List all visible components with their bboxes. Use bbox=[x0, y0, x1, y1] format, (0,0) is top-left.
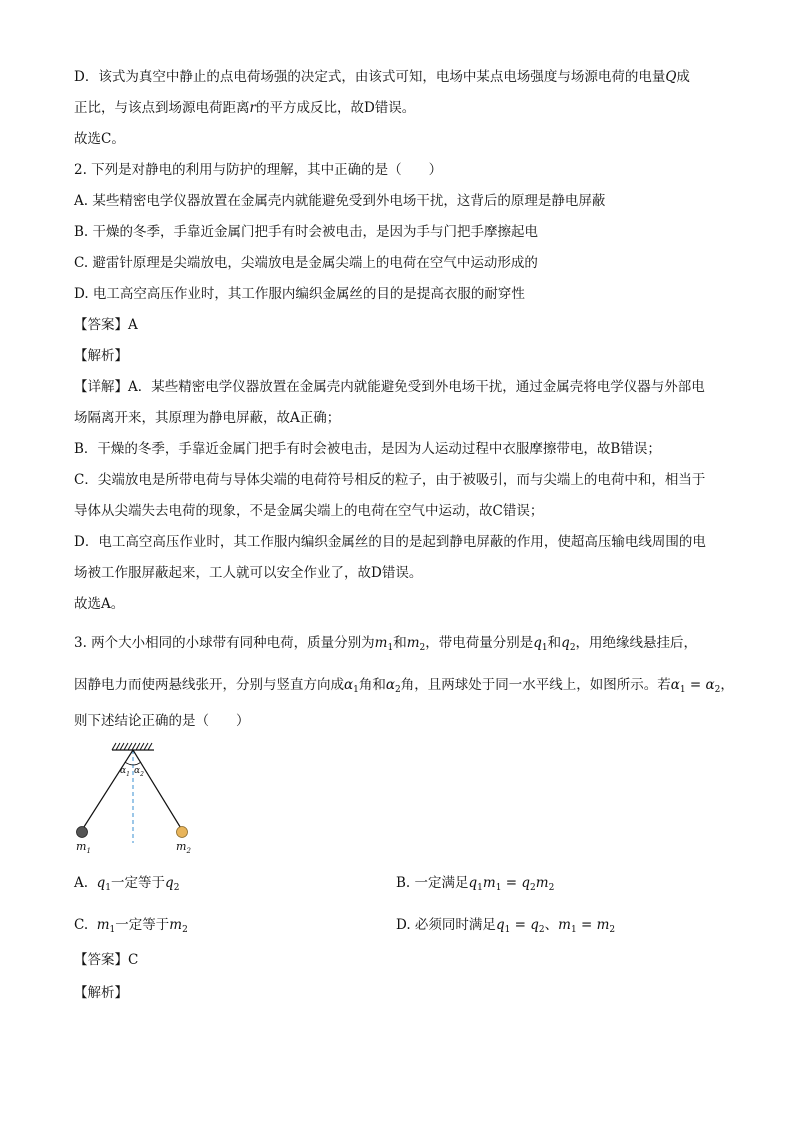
var-q: q bbox=[561, 635, 570, 651]
q2-option-a: A. 某些精密电学仪器放置在金属壳内就能避免受到外电场干扰，这背后的原理是静电屏蔽 bbox=[74, 193, 606, 209]
text: ，带电荷量分别是 bbox=[425, 635, 534, 651]
subscript: 2 bbox=[538, 925, 545, 935]
q2-detail-line: D．电工高空高压作业时，其工作服内编织金属丝的目的是起到静电屏蔽的作用，使超高压输电线周围的电 bbox=[74, 534, 706, 550]
subscript: 2 bbox=[548, 883, 555, 893]
subscript: 2 bbox=[569, 643, 576, 653]
text: A. bbox=[74, 875, 89, 891]
subscript: 1 bbox=[387, 643, 394, 653]
q3-stem-line1 bbox=[74, 634, 697, 657]
subscript: 2 bbox=[173, 883, 180, 893]
q2-detail-line: 【详解】A．某些精密电学仪器放置在金属壳内就能避免受到外电场干扰，通过金属壳将电学仪器与外部电 bbox=[74, 379, 705, 395]
text: 和 bbox=[547, 635, 562, 651]
q2-option-b: B. 干燥的冬季，手靠近金属门把手有时会被电击，是因为手与门把手摩擦起电 bbox=[74, 224, 539, 240]
text: C. bbox=[74, 917, 89, 933]
text: 一定等于 bbox=[115, 917, 170, 933]
text: 角和 bbox=[358, 677, 386, 693]
subscript: 1 bbox=[504, 925, 511, 935]
text: D. 必须同时满足 bbox=[396, 917, 496, 933]
q3-analysis: 【解析】 bbox=[74, 985, 128, 1001]
q3-option-a bbox=[74, 874, 179, 897]
text: 3. 两个大小相同的小球带有同种电荷，质量分别为 bbox=[74, 635, 375, 651]
subscript: 1 bbox=[109, 925, 116, 935]
var-m: m bbox=[535, 875, 549, 891]
q2-detail-line: B．干燥的冬季，手靠近金属门把手有时会被电击，是因为人运动过程中衣服摩擦带电，故B错误； bbox=[74, 441, 661, 457]
q3-answer: 【答案】C bbox=[74, 952, 139, 968]
subscript: 1 bbox=[541, 643, 548, 653]
q2-option-d: D. 电工高空高压作业时，其工作服内编织金属丝的目的是提高衣服的耐穿性 bbox=[74, 286, 525, 302]
subscript: 2 bbox=[419, 643, 426, 653]
subscript: 1 bbox=[353, 685, 359, 695]
q2-choose: 故选A。 bbox=[74, 596, 125, 612]
var-alpha: α bbox=[385, 677, 395, 693]
equals: = bbox=[576, 917, 597, 933]
prev-option-d-line1 bbox=[74, 68, 690, 86]
q2-detail-line: 导体从尖端失去电荷的现象，不是金属尖端上的电荷在空气中运动，故C错误； bbox=[74, 503, 544, 519]
text: 角，且两球处于同一水平线上，如图所示。若 bbox=[400, 677, 671, 693]
ball-m2 bbox=[177, 827, 188, 838]
prev-choose: 故选C。 bbox=[74, 131, 125, 147]
var-q: q bbox=[530, 917, 539, 933]
q3-option-c bbox=[74, 916, 188, 939]
equals: = bbox=[510, 917, 531, 933]
text: 和 bbox=[393, 635, 407, 651]
text: D．该式为真空中静止的点电荷场强的决定式，由该式可知，电场中某点电场强度与场源电荷的电量 bbox=[74, 69, 666, 85]
var-q: q bbox=[495, 917, 505, 933]
var-Q: Q bbox=[665, 69, 677, 85]
q3-option-d bbox=[396, 916, 615, 939]
q2-detail-line: C．尖端放电是所带电荷与导体尖端的电荷符号相反的粒子，由于被吸引，而与尖端上的电荷中和，相当于 bbox=[74, 472, 706, 488]
text: ，用绝缘线悬挂后， bbox=[575, 635, 698, 651]
subscript: 1 bbox=[570, 925, 577, 935]
m1-label: $m_1$ bbox=[76, 840, 91, 855]
var-r: r bbox=[249, 100, 256, 116]
prev-option-d-line2 bbox=[74, 99, 415, 117]
subscript: 1 bbox=[477, 883, 483, 893]
text: 正比，与该点到场源电荷距离 bbox=[74, 100, 250, 116]
equals: = bbox=[501, 875, 522, 891]
text: 成 bbox=[676, 69, 690, 85]
q2-answer: 【答案】A bbox=[74, 317, 138, 333]
var-alpha: α bbox=[344, 677, 354, 693]
ceiling-hatch bbox=[112, 743, 152, 750]
subscript: 1 bbox=[495, 883, 502, 893]
ball-m1 bbox=[77, 827, 88, 838]
alpha2-label: $\alpha_2$ bbox=[134, 766, 144, 778]
subscript: 2 bbox=[394, 685, 401, 695]
q2-analysis: 【解析】 bbox=[74, 348, 128, 364]
text: 的平方成反比，故D错误。 bbox=[255, 100, 416, 116]
m2-label: $m_2$ bbox=[176, 840, 191, 855]
var-q: q bbox=[533, 635, 542, 651]
q2-detail-line: 场隔离开来，其原理为静电屏蔽，故A正确； bbox=[74, 410, 341, 426]
alpha1-label: $\alpha_1$ bbox=[120, 766, 130, 778]
var-m: m bbox=[596, 917, 610, 933]
subscript: 2 bbox=[182, 925, 188, 935]
q3-stem-line3: 则下述结论正确的是（ ） bbox=[74, 713, 250, 729]
text: ， bbox=[720, 677, 734, 693]
var-q: q bbox=[96, 875, 106, 891]
q2-stem: 2. 下列是对静电的利用与防护的理解，其中正确的是（ ） bbox=[74, 162, 443, 178]
pendulum-figure bbox=[70, 740, 210, 860]
subscript: 1 bbox=[105, 883, 112, 893]
var-m: m bbox=[482, 875, 496, 891]
var-m: m bbox=[374, 635, 388, 651]
q2-detail-line: 场被工作服屏蔽起来，工人就可以安全作业了，故D错误。 bbox=[74, 565, 423, 581]
var-m: m bbox=[96, 917, 110, 933]
q3-stem-line2 bbox=[74, 676, 734, 699]
var-q: q bbox=[521, 875, 531, 891]
var-q: q bbox=[468, 875, 478, 891]
q3-option-b bbox=[396, 874, 554, 897]
subscript: 1 bbox=[679, 685, 686, 695]
text: 、 bbox=[544, 917, 559, 933]
subscript: 2 bbox=[609, 925, 616, 935]
subscript: 2 bbox=[530, 883, 536, 893]
var-alpha: α bbox=[670, 677, 680, 693]
var-m: m bbox=[169, 917, 183, 933]
var-alpha: α bbox=[705, 677, 715, 693]
var-m: m bbox=[558, 917, 571, 933]
var-q: q bbox=[165, 875, 174, 891]
equals: = bbox=[685, 677, 706, 693]
text: 因静电力而使两悬线张开，分别与竖直方向成 bbox=[74, 677, 344, 693]
subscript: 2 bbox=[714, 685, 721, 695]
var-m: m bbox=[406, 635, 420, 651]
text: B. 一定满足 bbox=[396, 875, 469, 891]
text: 一定等于 bbox=[111, 875, 166, 891]
q2-option-c: C. 避雷针原理是尖端放电，尖端放电是金属尖端上的电荷在空气中运动形成的 bbox=[74, 255, 538, 271]
